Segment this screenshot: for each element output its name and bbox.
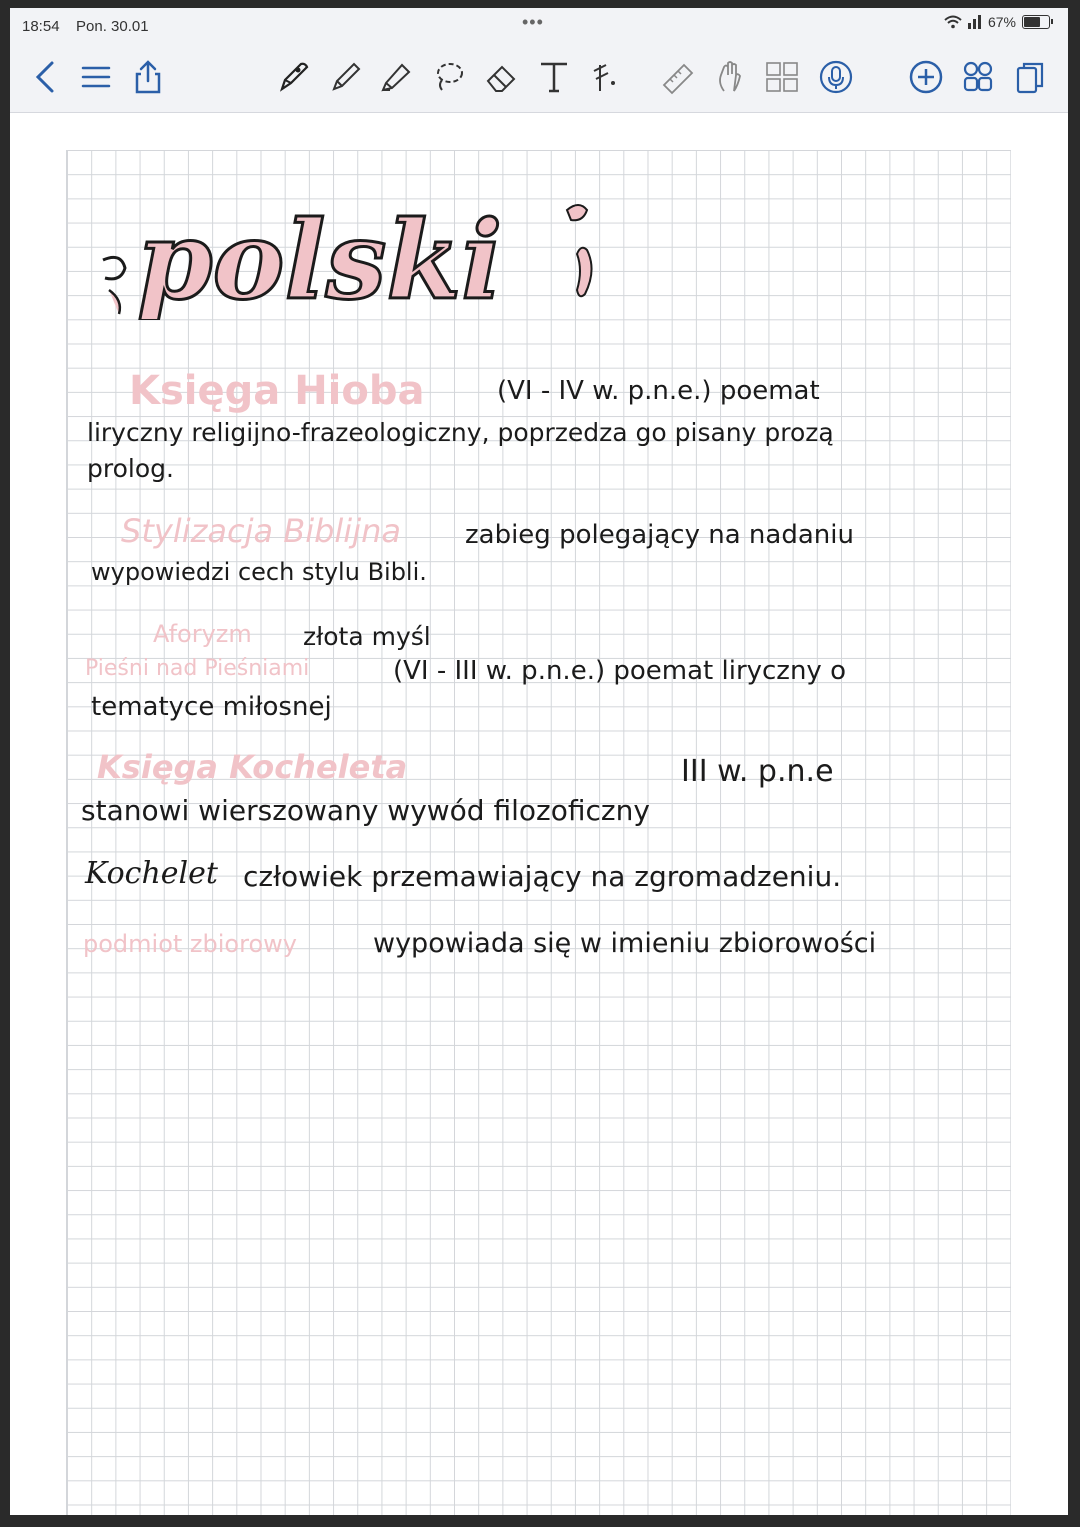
pencil-tool[interactable] [326,55,366,99]
lasso-icon [430,59,466,95]
status-date: Pon. 30.01 [76,18,149,35]
title-decoration [97,190,617,320]
hand-tool[interactable] [710,55,750,99]
def-kochelet: człowiek przemawiający na zgromadzeniu. [243,860,842,893]
pen-tool[interactable] [274,55,314,99]
def-piesni: (VI - III w. p.n.e.) poemat liryczny o [393,656,846,686]
lasso-tool[interactable] [428,55,468,99]
microphone-button[interactable] [816,55,856,99]
eraser-icon [484,59,520,95]
share-icon [130,59,166,95]
status-indicators [944,14,1050,30]
shape-icon [586,59,622,95]
status-bar [10,8,1068,42]
add-icon [908,59,944,95]
wifi-icon [944,15,962,29]
battery-icon [1022,15,1050,29]
eraser-tool[interactable] [482,55,522,99]
list-button[interactable] [76,55,116,99]
term-stylizacja-biblijna: Stylizacja Biblijna [121,512,401,550]
list-icon [78,59,114,95]
notebook-page[interactable] [66,150,1011,1515]
signal-icon [968,15,982,29]
def-stylizacja-biblijna: zabieg polegający na nadaniu [465,520,854,550]
highlighter-icon [378,59,414,95]
term-podmiot-zbiorowy: podmiot zbiorowy [83,930,297,958]
text-tool[interactable] [534,55,574,99]
term-kochelet: Kochelet [85,856,218,891]
highlighter-tool[interactable] [376,55,416,99]
def-piesni-cont: tematyce miłosnej [91,692,332,722]
def-aforyzm: złota myśl [303,622,431,651]
ruler-icon [660,59,696,95]
def-ksiega-hioba: (VI - IV w. p.n.e.) poemat [497,376,820,406]
def-podmiot-zbiorowy: wypowiada się w imieniu zbiorowości [373,928,877,959]
term-ksiega-hioba: Księga Hioba [129,368,425,414]
def-ksiega-kocheleta: III w. p.n.e [681,754,834,789]
battery-percent: 67% [987,14,1016,30]
status-time: 18:54 [22,18,60,35]
back-button[interactable] [26,55,66,99]
shape-tool[interactable] [584,55,624,99]
notes-app-window [10,8,1068,1515]
pages-icon [1012,59,1048,95]
page-title: polski [137,198,503,320]
share-button[interactable] [128,55,168,99]
stickers-tool[interactable] [762,55,802,99]
microphone-icon [818,59,854,95]
def-ksiega-kocheleta-cont: stanowi wierszowany wywód filozoficzny [81,794,650,827]
hand-icon [712,59,748,95]
term-piesni: Pieśni nad Pieśniami [85,656,310,681]
term-aforyzm: Aforyzm [153,620,252,648]
text-icon [536,59,572,95]
grid-view-button[interactable] [958,55,998,99]
term-ksiega-kocheleta: Księga Kocheleta [97,748,408,786]
pen-icon [276,59,312,95]
add-page-button[interactable] [906,55,946,99]
pages-button[interactable] [1010,55,1050,99]
def-ksiega-hioba-cont: liryczny religijno-frazeologiczny, poprzedza go pisany prozą [87,418,834,447]
multitasking-dots[interactable]: ••• [522,12,544,32]
toolbar [10,42,1068,113]
def-stylizacja-biblijna-cont: wypowiedzi cech stylu Bibli. [91,558,427,586]
stickers-icon [764,59,800,95]
back-icon [28,59,64,95]
grid-view-icon [960,59,996,95]
ruler-tool[interactable] [658,55,698,99]
def-ksiega-hioba-cont2: prolog. [87,454,174,483]
pencil-icon [328,59,364,95]
